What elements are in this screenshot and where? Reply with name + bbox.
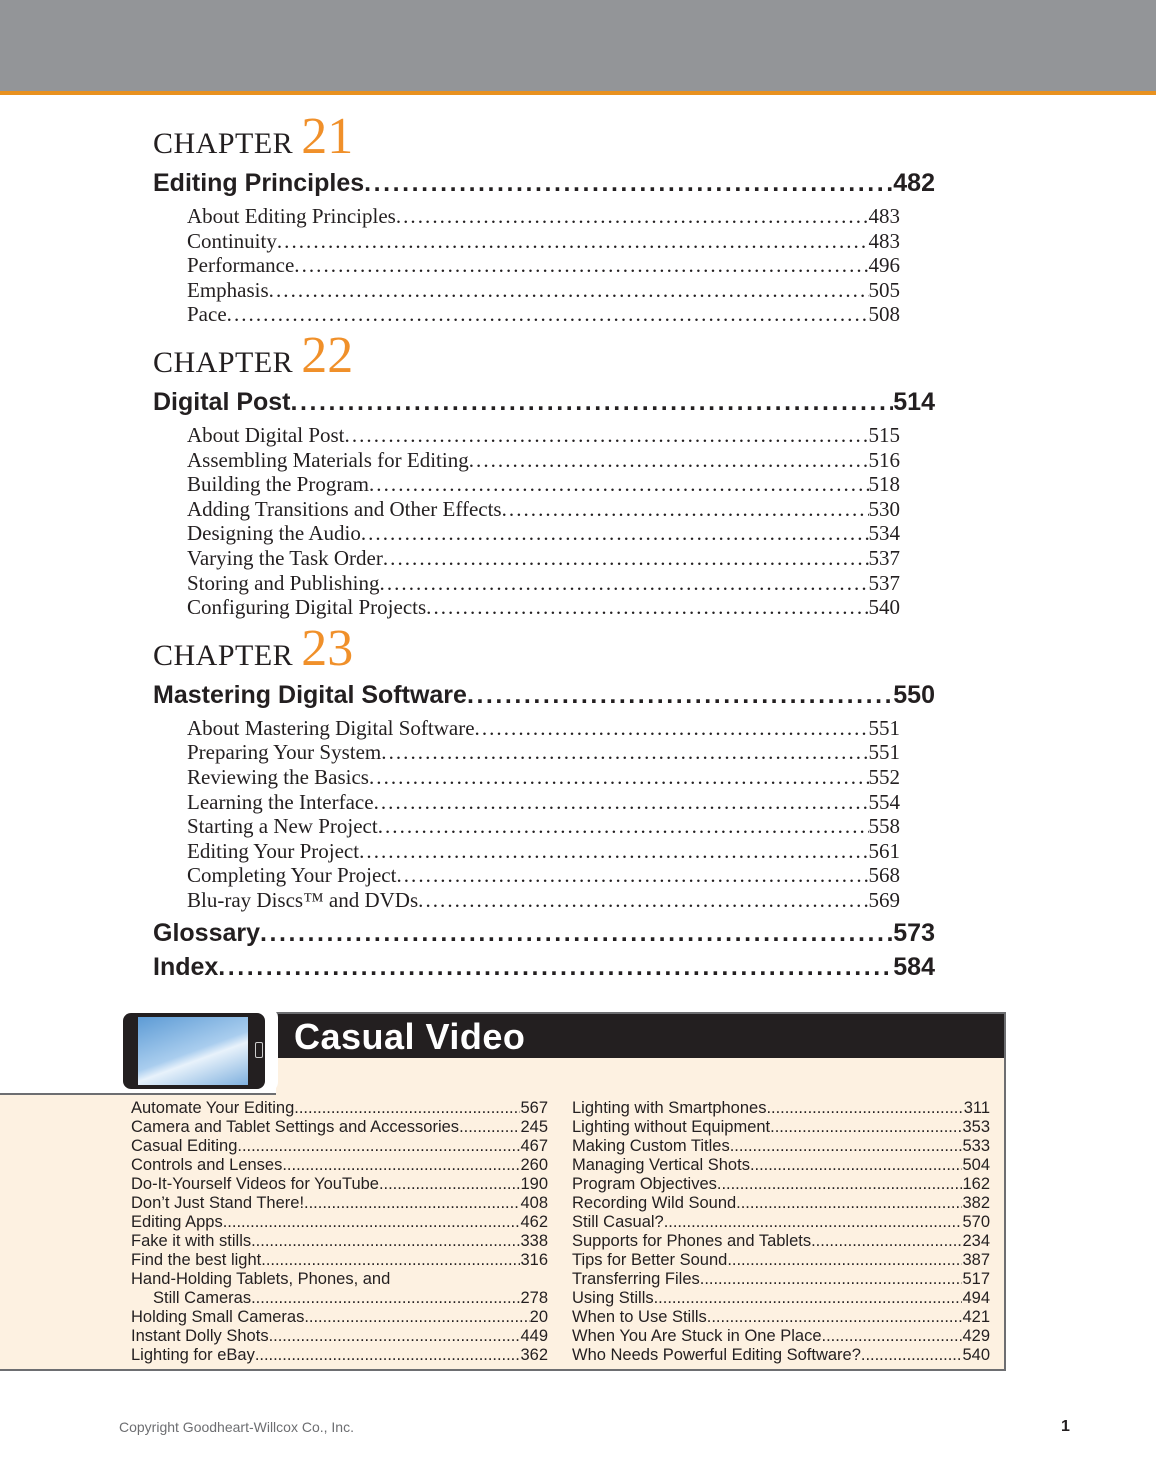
entry-title: Building the Program: [187, 472, 369, 497]
entry-title: Pace: [187, 302, 227, 327]
entry-title: Preparing Your System: [187, 740, 382, 765]
chapter-number: 22: [301, 326, 354, 384]
page-number: 20: [529, 1308, 548, 1326]
page-number: 517: [962, 1270, 990, 1288]
chapter-number: 23: [301, 619, 354, 677]
entry-title: Automate Your Editing: [131, 1099, 295, 1117]
entry-title: Lighting with Smartphones: [572, 1099, 767, 1117]
toc-entry[interactable]: [187, 497, 900, 522]
dot-leader: [396, 204, 869, 229]
casual-video-entry[interactable]: [131, 1346, 548, 1365]
casual-video-entry[interactable]: [131, 1251, 548, 1270]
casual-video-entry[interactable]: [131, 1327, 548, 1346]
casual-video-title: Casual Video: [294, 1016, 526, 1057]
entry-title: Still Cameras: [153, 1289, 252, 1307]
toc-entry[interactable]: [187, 472, 900, 497]
dot-leader: [654, 1289, 963, 1308]
chapter-23: [153, 619, 935, 913]
page-number: 515: [868, 422, 900, 447]
dot-leader: [255, 1346, 521, 1365]
dot-leader: [345, 423, 869, 448]
page-number: 508: [868, 302, 900, 327]
page-number: 449: [520, 1327, 548, 1345]
page-number: 584: [893, 953, 935, 982]
dot-leader: [426, 595, 868, 620]
page-number: 353: [962, 1118, 990, 1136]
entry-title: Don’t Just Stand There!: [131, 1194, 305, 1212]
dot-leader: [459, 1118, 520, 1137]
dot-leader: [237, 1137, 520, 1156]
casual-video-entry[interactable]: [572, 1327, 990, 1346]
dot-leader: [664, 1213, 963, 1232]
page-number: 558: [868, 814, 900, 839]
casual-video-entry[interactable]: [572, 1289, 990, 1308]
page-number: 551: [868, 715, 900, 740]
page-number: 540: [868, 595, 900, 620]
dot-leader: [379, 1175, 521, 1194]
page-number: 573: [893, 919, 935, 948]
dot-leader: [369, 472, 869, 497]
dot-leader: [822, 1327, 963, 1346]
casual-video-entry[interactable]: [131, 1232, 548, 1251]
entry-title: Index: [153, 953, 219, 982]
casual-video-entry[interactable]: [131, 1213, 548, 1232]
entry-title: Continuity: [187, 228, 277, 253]
dot-leader: [730, 1137, 963, 1156]
entry-title: Assembling Materials for Editing: [187, 447, 469, 472]
page-number: 518: [868, 472, 900, 497]
entry-title: About Mastering Digital Software: [187, 715, 475, 740]
entry-title: Program Objectives: [572, 1175, 717, 1193]
dot-leader: [717, 1175, 963, 1194]
toc-entry[interactable]: [187, 521, 900, 546]
toc-entry[interactable]: [187, 278, 900, 303]
entry-title: Lighting for eBay: [131, 1346, 255, 1364]
dot-leader: [770, 1118, 962, 1137]
toc-entry[interactable]: [187, 302, 900, 327]
dot-leader: [396, 863, 868, 888]
entry-title: Glossary: [153, 919, 261, 948]
casual-video-entry[interactable]: [572, 1213, 990, 1232]
page-number: 421: [962, 1308, 990, 1326]
casual-video-entry[interactable]: [572, 1175, 990, 1194]
entry-title: About Editing Principles: [187, 204, 396, 228]
entry-title: Performance: [187, 253, 295, 278]
entry-title: Camera and Tablet Settings and Accessories: [131, 1118, 460, 1136]
page-number: 537: [868, 545, 900, 570]
casual-video-entry[interactable]: [572, 1251, 990, 1270]
dot-leader: [750, 1156, 963, 1175]
back-matter-entry[interactable]: [153, 950, 935, 984]
page-number: 537: [868, 570, 900, 595]
dot-leader: [291, 385, 894, 419]
casual-video-entry[interactable]: [131, 1118, 548, 1137]
dot-leader: [766, 1099, 963, 1118]
page-number: 561: [868, 838, 900, 863]
page-header-bar: [0, 0, 1156, 95]
dot-leader: [282, 1156, 520, 1175]
dot-leader: [707, 1308, 963, 1327]
chapter-22: [153, 326, 935, 620]
page-number: 162: [962, 1175, 990, 1193]
copyright: Copyright Goodheart-Willcox Co., Inc.: [119, 1419, 354, 1435]
home-button-icon: [255, 1042, 263, 1058]
page-number: 482: [893, 169, 935, 197]
page-number: 540: [962, 1346, 990, 1364]
page-number: 516: [868, 447, 900, 472]
entry-title: Using Stills: [572, 1289, 654, 1307]
casual-video-entry[interactable]: [572, 1099, 990, 1118]
page-number: 311: [963, 1099, 990, 1117]
toc-entry[interactable]: [187, 740, 900, 765]
page-number: 496: [868, 253, 900, 278]
dot-leader: [700, 1270, 963, 1289]
casual-video-entry[interactable]: [572, 1308, 990, 1327]
toc-entry[interactable]: [187, 423, 900, 448]
dot-leader: [227, 302, 869, 327]
smartphone-image: [118, 1008, 278, 1092]
page-number: 534: [868, 521, 900, 546]
entry-title: Managing Vertical Shots: [572, 1156, 750, 1174]
toc-entry[interactable]: [187, 863, 900, 888]
page-number: 568: [868, 863, 900, 888]
entry-title: Blu-ray Discs™ and DVDs: [187, 887, 419, 912]
entry-title: Hand-Holding Tablets, Phones, and: [131, 1270, 391, 1288]
casual-video-entry[interactable]: [131, 1194, 548, 1213]
entry-title: Do-It-Yourself Videos for YouTube: [131, 1175, 379, 1193]
dot-leader: [223, 1213, 521, 1232]
casual-video-list-left: [131, 1099, 548, 1365]
chapter-title-row[interactable]: [153, 166, 935, 200]
page-number: 483: [868, 204, 900, 228]
casual-video-entry[interactable]: [572, 1118, 990, 1137]
page-number: 570: [962, 1213, 990, 1231]
entry-title: Mastering Digital Software: [153, 680, 467, 709]
casual-video-entry[interactable]: [572, 1156, 990, 1175]
entry-title: Designing the Audio: [187, 521, 361, 546]
dot-leader: [294, 253, 868, 278]
entry-title: Completing Your Project: [187, 863, 397, 888]
chapter-title-row[interactable]: [153, 678, 935, 712]
entry-title: Controls and Lenses: [131, 1156, 283, 1174]
entry-title: Find the best light: [131, 1251, 262, 1269]
casual-video-entry[interactable]: [572, 1194, 990, 1213]
entry-title: Supports for Phones and Tablets: [572, 1232, 812, 1250]
dot-leader: [218, 950, 893, 984]
entry-title: Editing Principles: [153, 169, 365, 197]
entry-title: Learning the Interface: [187, 789, 374, 814]
entry-title: Reviewing the Basics: [187, 764, 369, 789]
dot-leader: [294, 1099, 520, 1118]
entry-title: Recording Wild Sound: [572, 1194, 737, 1212]
entry-title: Emphasis: [187, 277, 269, 302]
page-number: 533: [962, 1137, 990, 1155]
page-number: 362: [520, 1346, 548, 1364]
casual-video-entry[interactable]: [572, 1346, 990, 1365]
dot-leader: [736, 1194, 962, 1213]
dot-leader: [378, 814, 869, 839]
chapter-heading: [153, 108, 935, 166]
casual-video-header: [276, 1012, 1006, 1058]
entry-title: When to Use Stills: [572, 1308, 707, 1326]
casual-video-entry[interactable]: [572, 1270, 990, 1289]
casual-video-entry[interactable]: [131, 1137, 548, 1156]
entry-title: Holding Small Cameras: [131, 1308, 305, 1326]
entry-title: Instant Dolly Shots: [131, 1327, 269, 1345]
page-number: 550: [893, 680, 935, 709]
chapter-heading: [153, 619, 935, 678]
back-matter-entry[interactable]: [153, 916, 935, 950]
dot-leader: [861, 1346, 963, 1365]
page-number: 551: [868, 740, 900, 765]
casual-video-entry[interactable]: [131, 1175, 548, 1194]
chapter-21: [153, 108, 935, 327]
toc-entry[interactable]: [187, 765, 900, 790]
page-number: 462: [520, 1213, 548, 1231]
dot-leader: [251, 1232, 520, 1251]
dot-leader: [467, 678, 893, 712]
page-number: 467: [520, 1137, 548, 1155]
chapter-label: CHAPTER: [153, 638, 294, 672]
dot-leader: [304, 1194, 520, 1213]
dot-leader: [418, 888, 868, 913]
casual-video-entry[interactable]: [131, 1308, 548, 1327]
casual-video-box-top: [276, 1056, 1006, 1096]
page-number: 408: [520, 1194, 548, 1212]
entry-title: Editing Apps: [131, 1213, 223, 1231]
page-number: 429: [962, 1327, 990, 1345]
entry-title: About Digital Post: [187, 422, 345, 447]
dot-leader: [381, 740, 868, 765]
toc-entry[interactable]: [187, 716, 900, 741]
dot-leader: [374, 790, 869, 815]
dot-leader: [475, 716, 869, 741]
dot-leader: [383, 546, 869, 571]
toc-entry[interactable]: [187, 888, 900, 913]
entry-title: Who Needs Powerful Editing Software?: [572, 1346, 861, 1364]
toc-entry[interactable]: [187, 204, 900, 229]
dot-leader: [277, 229, 869, 254]
casual-video-entry[interactable]: [572, 1137, 990, 1156]
page-number: 278: [520, 1289, 548, 1307]
entry-title: Editing Your Project: [187, 838, 360, 863]
entry-title: Fake it with stills: [131, 1232, 252, 1250]
dot-leader: [364, 166, 893, 200]
dot-leader: [369, 765, 869, 790]
entry-title: Storing and Publishing: [187, 570, 380, 595]
dot-leader: [502, 497, 869, 522]
table-of-contents: [153, 108, 935, 984]
toc-entry[interactable]: [187, 229, 900, 254]
page-number: 245: [520, 1118, 548, 1136]
page-number: 316: [520, 1251, 548, 1269]
toc-entry[interactable]: [187, 595, 900, 620]
page-number: 552: [868, 764, 900, 789]
chapter-title-row[interactable]: [153, 385, 935, 419]
casual-video-entry[interactable]: [131, 1289, 548, 1308]
dot-leader: [811, 1232, 962, 1251]
page-number: 382: [962, 1194, 990, 1212]
page-number: 1: [1061, 1418, 1070, 1435]
chapter-label: CHAPTER: [153, 127, 294, 160]
entry-title: Lighting without Equipment: [572, 1118, 771, 1136]
entry-title: Still Casual?: [572, 1213, 664, 1231]
page-number: 530: [868, 496, 900, 521]
page-number: 190: [520, 1175, 548, 1193]
entry-title: Starting a New Project: [187, 814, 378, 839]
casual-video-entry[interactable]: [131, 1156, 548, 1175]
chapter-number: 21: [301, 108, 354, 165]
toc-entry[interactable]: [187, 790, 900, 815]
entry-title: Tips for Better Sound: [572, 1251, 728, 1269]
dot-leader: [469, 448, 869, 473]
page-number: 569: [868, 887, 900, 912]
entry-title: Casual Editing: [131, 1137, 238, 1155]
page-number: 505: [868, 277, 900, 302]
entry-title: Making Custom Titles: [572, 1137, 730, 1155]
page-number: 504: [962, 1156, 990, 1174]
chapter-heading: [153, 326, 935, 385]
toc-entry[interactable]: [187, 448, 900, 473]
dot-leader: [380, 571, 869, 596]
dot-leader: [261, 1251, 520, 1270]
page-number: 567: [520, 1099, 548, 1117]
toc-entry[interactable]: [187, 814, 900, 839]
toc-entry[interactable]: [187, 253, 900, 278]
toc-entry[interactable]: [187, 839, 900, 864]
dot-leader: [361, 521, 869, 546]
dot-leader: [251, 1289, 520, 1308]
page-number: 554: [868, 789, 900, 814]
entry-title: Digital Post: [153, 387, 291, 416]
casual-video-entry[interactable]: [131, 1099, 548, 1118]
entry-title: Varying the Task Order: [187, 545, 383, 570]
dot-leader: [304, 1308, 529, 1327]
page-number: 260: [520, 1156, 548, 1174]
dot-leader: [727, 1251, 962, 1270]
page-number: 234: [962, 1232, 990, 1250]
casual-video-entry[interactable]: [572, 1232, 990, 1251]
entry-title: When You Are Stuck in One Place: [572, 1327, 822, 1345]
entry-title: Configuring Digital Projects: [187, 595, 427, 620]
chapter-label: CHAPTER: [153, 345, 294, 379]
toc-entry[interactable]: [187, 546, 900, 571]
casual-video-entry[interactable]: [131, 1270, 548, 1289]
page-number: 387: [962, 1251, 990, 1269]
sky-photo: [138, 1017, 248, 1085]
dot-leader: [269, 278, 869, 303]
dot-leader: [359, 839, 868, 864]
entry-title: Adding Transitions and Other Effects: [187, 496, 502, 521]
page-number: 514: [893, 387, 935, 416]
toc-entry[interactable]: [187, 571, 900, 596]
page-number: 338: [520, 1232, 548, 1250]
dot-leader: [260, 916, 893, 950]
page-number: 494: [962, 1289, 990, 1307]
entry-title: Transferring Files: [572, 1270, 700, 1288]
page-number: 483: [868, 228, 900, 253]
casual-video-list-right: [572, 1099, 990, 1365]
dot-leader: [269, 1327, 521, 1346]
